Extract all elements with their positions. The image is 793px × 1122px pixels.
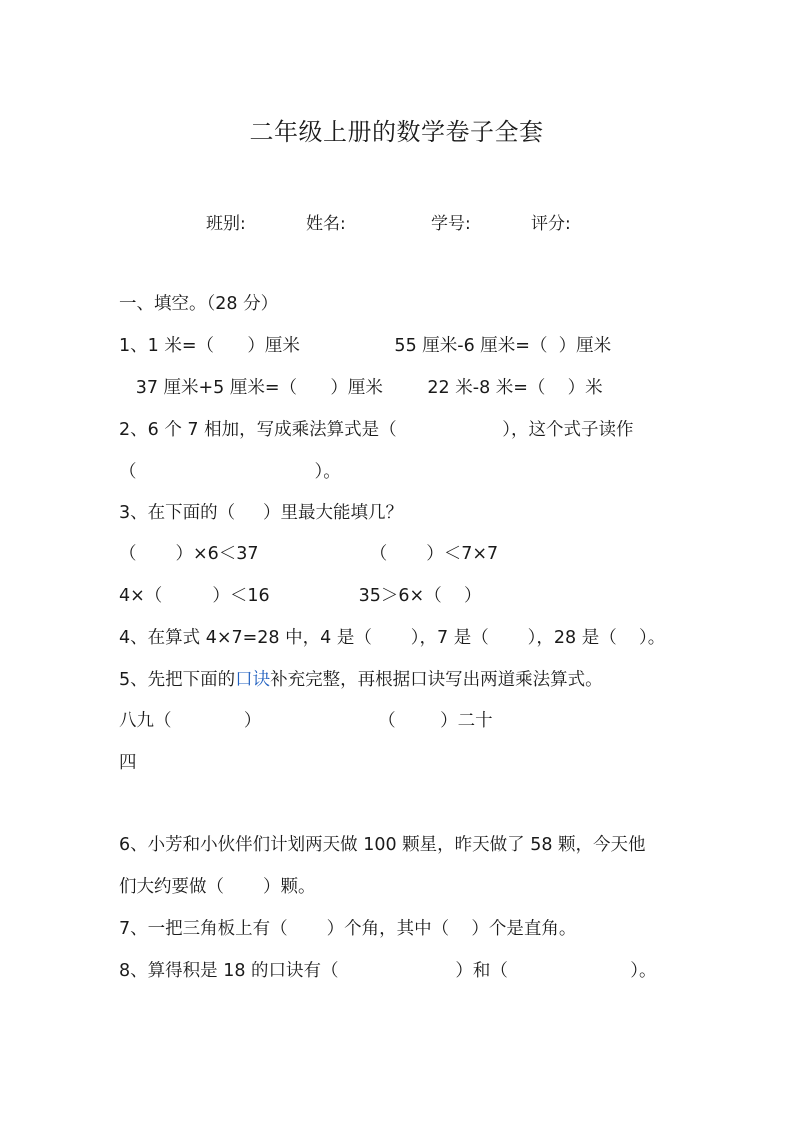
question-5-suffix: 补充完整，再根据口诀写出两道乘法算式。 [270, 670, 603, 690]
question-1-line-2: 37 厘米+5 厘米=（ ）厘米 22 米-8 米=（ ）米 [119, 378, 603, 398]
page-title: 二年级上册的数学卷子全套 [249, 118, 544, 146]
question-2-line-1: 2、6 个 7 相加，写成乘法算式是（ ），这个式子读作 [119, 420, 634, 440]
question-5-prefix: 5、先把下面的 [119, 670, 236, 690]
question-6-line-2: 们大约要做（ ）颗。 [119, 877, 316, 897]
question-5-line-1: 八九（ ） （ ）二十 [119, 711, 493, 731]
question-8: 8、算得积是 18 的口诀有（ ）和（ ）。 [119, 961, 657, 981]
koujue-link[interactable]: 口诀 [235, 670, 271, 690]
score-field-label: 评分: [531, 214, 571, 234]
question-2-line-2: （ ）。 [119, 462, 341, 482]
question-3-line-1: （ ）×6＜37 （ ）＜7×7 [119, 544, 499, 564]
class-field-label: 班别: [206, 214, 246, 234]
question-3-heading: 3、在下面的（ ）里最大能填几？ [119, 503, 403, 523]
question-4: 4、在算式 4×7=28 中，4 是（ ），7 是（ ），28 是（ ）。 [119, 628, 666, 648]
question-1-line-1: 1、1 米=（ ）厘米 55 厘米-6 厘米=（ ）厘米 [119, 336, 612, 356]
question-6-line-1: 6、小芳和小伙伴们计划两天做 100 颗星，昨天做了 58 颗，今天他 [119, 835, 646, 855]
question-7: 7、一把三角板上有（ ）个角，其中（ ）个是直角。 [119, 919, 577, 939]
question-5-line-2: 四 [119, 753, 137, 773]
section-heading: 一、填空。（28 分） [119, 294, 279, 314]
student-number-label: 学号: [431, 214, 471, 234]
question-5-heading [119, 668, 603, 692]
question-3-line-2: 4×（ ）＜16 35＞6×（ ） [119, 586, 482, 606]
name-field-label: 姓名: [306, 214, 346, 234]
